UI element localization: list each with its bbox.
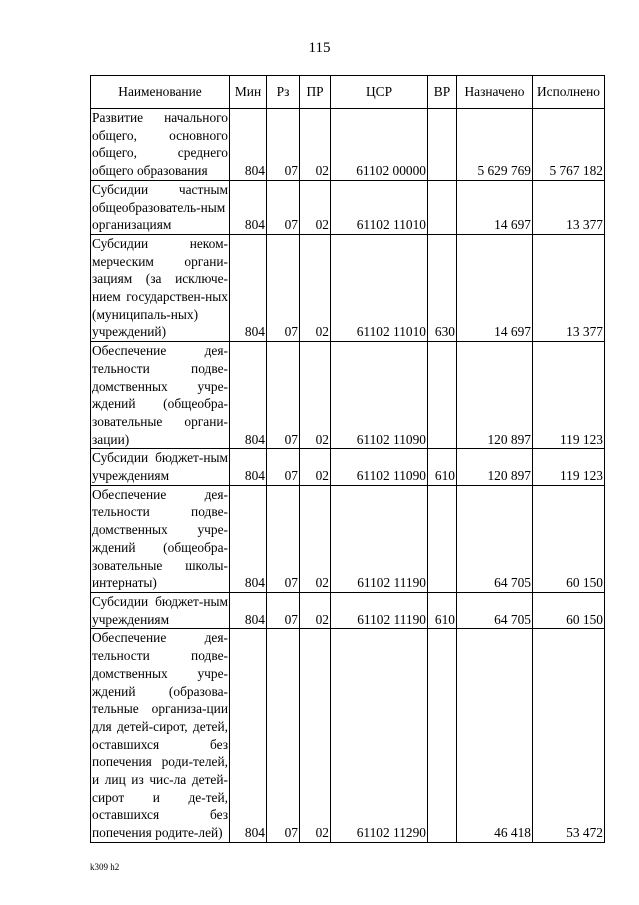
cell-assigned: 64 705 [457, 592, 533, 628]
cell-assigned: 120 897 [457, 449, 533, 485]
document-code: k309 h2 [90, 862, 120, 872]
cell-pr: 02 [300, 234, 331, 341]
cell-min: 804 [230, 449, 267, 485]
cell-vr: 630 [428, 234, 457, 341]
cell-executed: 60 150 [533, 485, 605, 592]
cell-csr: 61102 11190 [331, 592, 428, 628]
cell-rz: 07 [267, 449, 300, 485]
cell-executed: 13 377 [533, 180, 605, 234]
header-rz: Рз [267, 76, 300, 109]
cell-min: 804 [230, 234, 267, 341]
header-csr: ЦСР [331, 76, 428, 109]
cell-vr [428, 342, 457, 449]
cell-assigned: 14 697 [457, 234, 533, 341]
cell-pr: 02 [300, 629, 331, 842]
cell-pr: 02 [300, 485, 331, 592]
table-row [91, 180, 605, 234]
header-vr: ВР [428, 76, 457, 109]
header-pr: ПР [300, 76, 331, 109]
cell-name: Субсидии частным общеобразователь-ным организациям [91, 180, 230, 234]
cell-pr: 02 [300, 109, 331, 181]
cell-assigned: 120 897 [457, 342, 533, 449]
cell-name: Субсидии бюджет-ным учреждениям [91, 592, 230, 628]
cell-min: 804 [230, 485, 267, 592]
cell-executed: 119 123 [533, 449, 605, 485]
cell-name: Развитие начального общего, основного общего, среднего общего образования [91, 109, 230, 181]
cell-name: Обеспечение дея-тельности подве-домственных учре-ждений (образова-тельные организа-ции для детей-сирот, детей, оставшихся без попечения роди-телей, и лиц из чис-ла детей-сирот и де-тей, оставшихся без попечения родите-лей) [91, 629, 230, 842]
table-row [91, 342, 605, 449]
cell-rz: 07 [267, 485, 300, 592]
cell-name: Обеспечение дея-тельности подве-домственных учре-ждений (общеобра-зовательные органи-зации) [91, 342, 230, 449]
cell-executed: 60 150 [533, 592, 605, 628]
cell-rz: 07 [267, 592, 300, 628]
table-row [91, 109, 605, 181]
cell-min: 804 [230, 180, 267, 234]
cell-vr [428, 180, 457, 234]
header-assigned: Назначено [457, 76, 533, 109]
cell-pr: 02 [300, 180, 331, 234]
cell-assigned: 64 705 [457, 485, 533, 592]
cell-csr: 61102 11290 [331, 629, 428, 842]
cell-csr: 61102 00000 [331, 109, 428, 181]
cell-assigned: 5 629 769 [457, 109, 533, 181]
cell-name: Субсидии бюджет-ным учреждениям [91, 449, 230, 485]
page-number: 115 [308, 40, 331, 56]
cell-name: Субсидии неком-мерческим органи-зациям (за исключе-нием государствен-ных (муниципаль-ных) учреждений) [91, 234, 230, 341]
cell-pr: 02 [300, 449, 331, 485]
header-executed: Исполнено [533, 76, 605, 109]
cell-min: 804 [230, 342, 267, 449]
cell-executed: 5 767 182 [533, 109, 605, 181]
cell-rz: 07 [267, 629, 300, 842]
cell-assigned: 46 418 [457, 629, 533, 842]
cell-csr: 61102 11010 [331, 234, 428, 341]
cell-name: Обеспечение дея-тельности подве-домственных учре-ждений (общеобра-зовательные школы-интернаты) [91, 485, 230, 592]
table-row [91, 629, 605, 842]
header-row [91, 76, 605, 109]
cell-min: 804 [230, 109, 267, 181]
cell-vr: 610 [428, 449, 457, 485]
cell-csr: 61102 11010 [331, 180, 428, 234]
table-row [91, 485, 605, 592]
cell-min: 804 [230, 629, 267, 842]
cell-pr: 02 [300, 342, 331, 449]
cell-csr: 61102 11190 [331, 485, 428, 592]
cell-vr [428, 485, 457, 592]
cell-vr: 610 [428, 592, 457, 628]
cell-rz: 07 [267, 180, 300, 234]
cell-executed: 119 123 [533, 342, 605, 449]
table-row [91, 592, 605, 628]
cell-assigned: 14 697 [457, 180, 533, 234]
cell-rz: 07 [267, 342, 300, 449]
header-min: Мин [230, 76, 267, 109]
cell-rz: 07 [267, 109, 300, 181]
cell-executed: 53 472 [533, 629, 605, 842]
cell-rz: 07 [267, 234, 300, 341]
cell-executed: 13 377 [533, 234, 605, 341]
budget-table [90, 75, 605, 843]
header-name: Наименование [91, 76, 230, 109]
table-row [91, 234, 605, 341]
cell-csr: 61102 11090 [331, 342, 428, 449]
cell-vr [428, 629, 457, 842]
cell-min: 804 [230, 592, 267, 628]
cell-vr [428, 109, 457, 181]
cell-pr: 02 [300, 592, 331, 628]
table-row [91, 449, 605, 485]
cell-csr: 61102 11090 [331, 449, 428, 485]
